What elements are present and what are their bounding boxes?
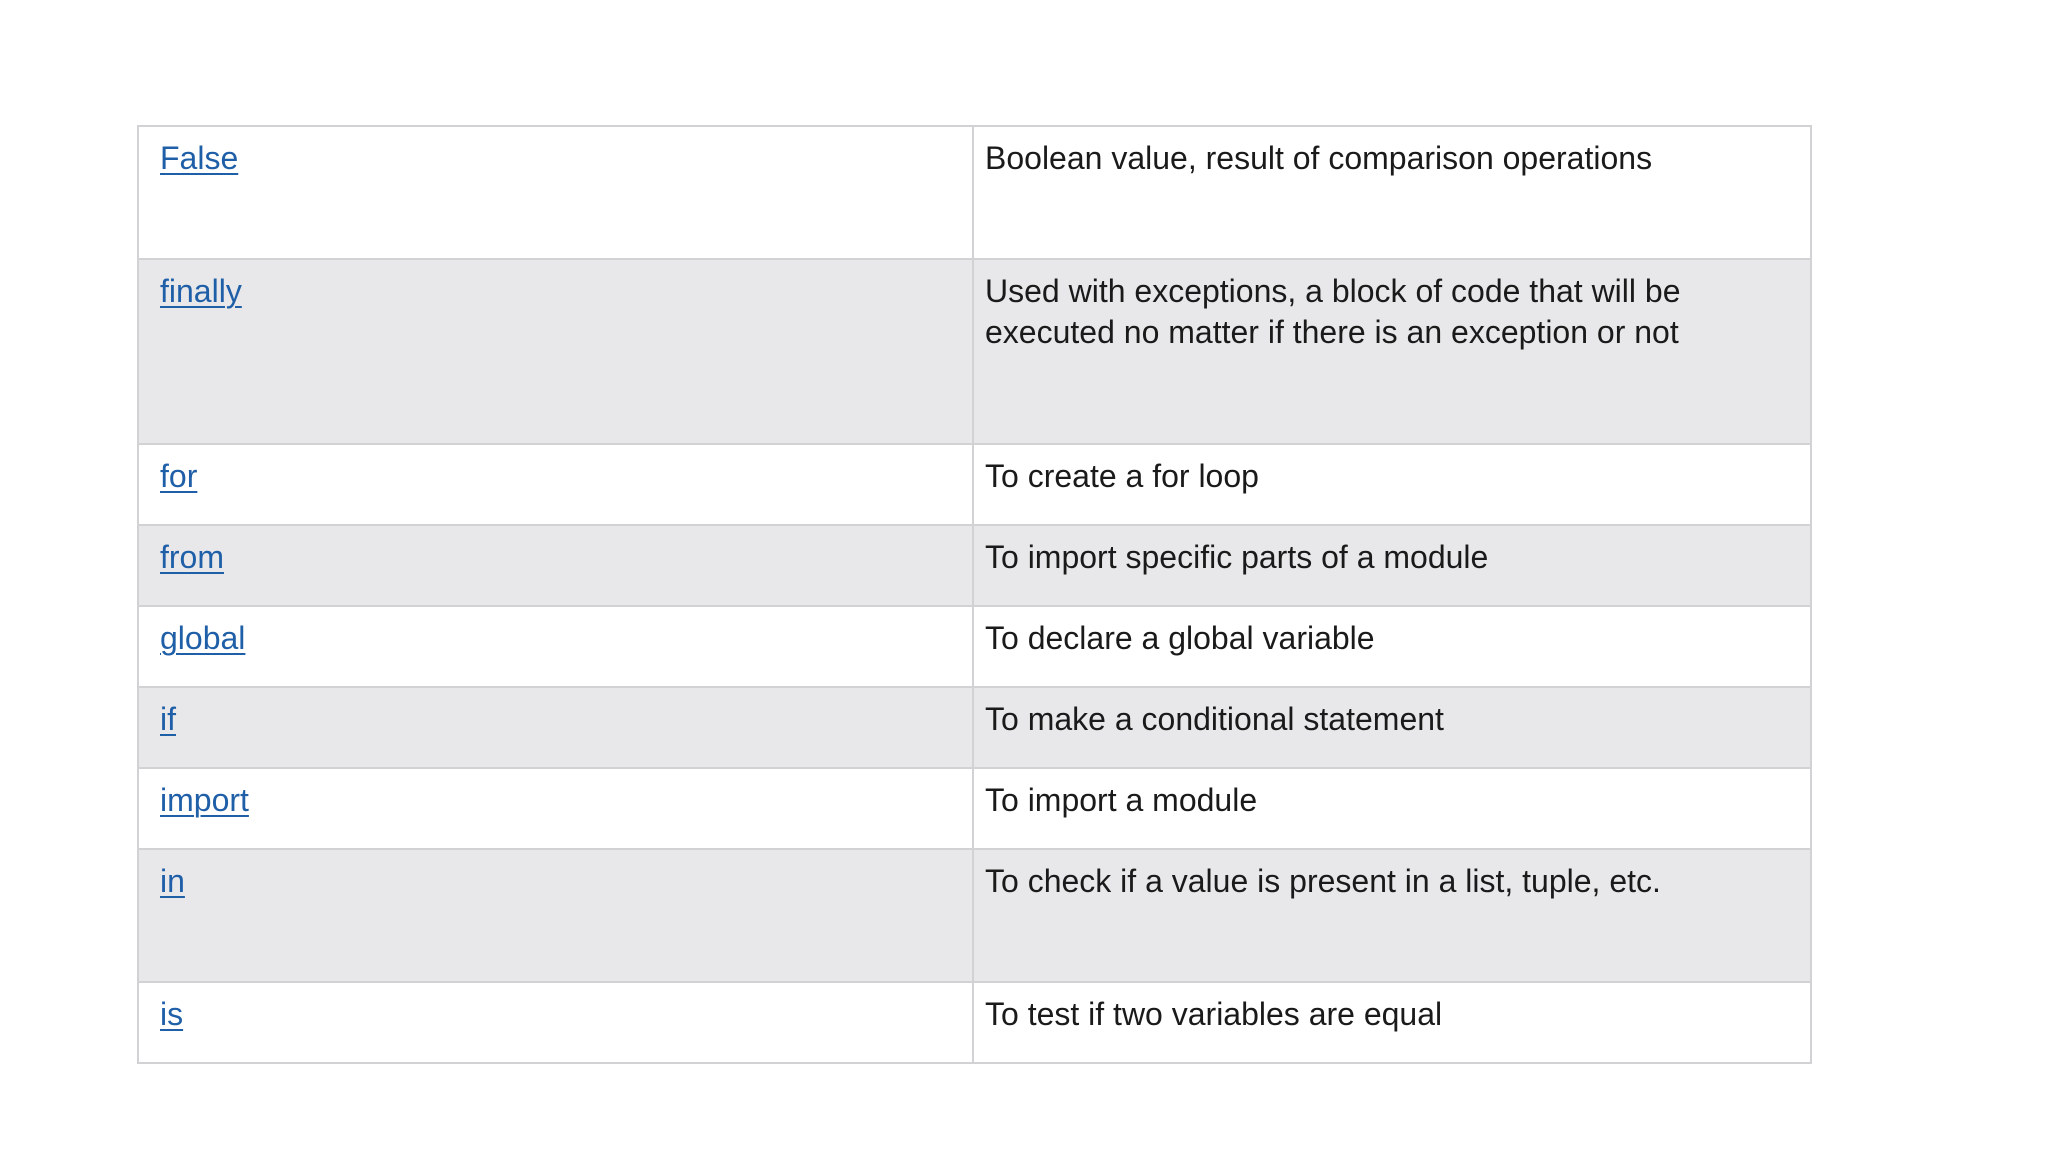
table-row [138, 444, 1811, 525]
table-row [138, 849, 1811, 982]
keyword-cell [138, 525, 973, 606]
keyword-cell [138, 687, 973, 768]
keyword-cell [138, 849, 973, 982]
keyword-cell [138, 606, 973, 687]
keyword-cell [138, 768, 973, 849]
keyword-link-import[interactable]: import [160, 782, 249, 818]
keyword-cell [138, 444, 973, 525]
keywords-table [137, 125, 1812, 1064]
table-row [138, 126, 1811, 259]
description-cell: To make a conditional statement [973, 687, 1811, 768]
description-cell: To check if a value is present in a list, tuple, etc. [973, 849, 1811, 982]
keyword-cell [138, 259, 973, 444]
keyword-cell [138, 126, 973, 259]
table-row [138, 259, 1811, 444]
keyword-link-global[interactable]: global [160, 620, 246, 656]
keyword-link-finally[interactable]: finally [160, 273, 242, 309]
keyword-link-in[interactable]: in [160, 863, 185, 899]
description-cell: To import a module [973, 768, 1811, 849]
keyword-link-if[interactable]: if [160, 701, 176, 737]
description-cell: To test if two variables are equal [973, 982, 1811, 1063]
keyword-link-from[interactable]: from [160, 539, 224, 575]
description-cell: To import specific parts of a module [973, 525, 1811, 606]
table-row [138, 525, 1811, 606]
keyword-link-for[interactable]: for [160, 458, 198, 494]
description-cell: Boolean value, result of comparison operations [973, 126, 1811, 259]
description-cell: Used with exceptions, a block of code that will be executed no matter if there is an exception or not [973, 259, 1811, 444]
table-row [138, 606, 1811, 687]
table-row [138, 768, 1811, 849]
keyword-link-false[interactable]: False [160, 140, 239, 176]
table-row [138, 982, 1811, 1063]
description-cell: To create a for loop [973, 444, 1811, 525]
table-row [138, 687, 1811, 768]
keyword-cell [138, 982, 973, 1063]
description-cell: To declare a global variable [973, 606, 1811, 687]
keyword-link-is[interactable]: is [160, 996, 184, 1032]
